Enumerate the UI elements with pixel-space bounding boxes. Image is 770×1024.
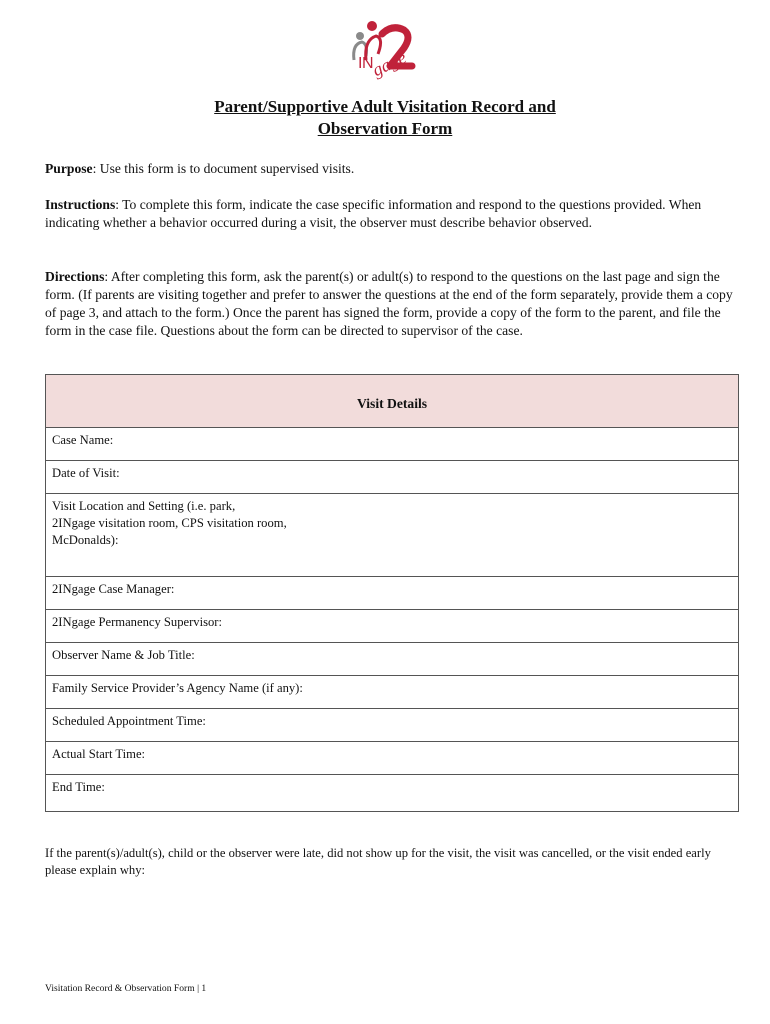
case-manager-field[interactable]: 2INgage Case Manager:	[46, 577, 738, 610]
family-service-provider-field[interactable]: Family Service Provider’s Agency Name (if any):	[46, 676, 738, 709]
instructions-paragraph	[45, 196, 735, 232]
late-explanation-question: If the parent(s)/adult(s), child or the observer were late, did not show up for the visit, the visit was cancelled, or the visit ended early please explain why:	[45, 846, 711, 877]
visit-location-field[interactable]: Visit Location and Setting (i.e. park, 2INgage visitation room, CPS visitation room, McDonalds):	[46, 494, 738, 577]
title-line-1: Parent/Supportive Adult Visitation Record and	[214, 97, 556, 116]
scheduled-time-field[interactable]: Scheduled Appointment Time:	[46, 709, 738, 742]
page-footer: Visitation Record & Observation Form | 1	[45, 983, 207, 994]
purpose-paragraph	[45, 160, 735, 178]
end-time-field[interactable]: End Time:	[52, 780, 105, 794]
start-time-field[interactable]: Actual Start Time:	[46, 742, 738, 775]
instructions-text: : To complete this form, indicate the case specific information and respond to the questions provided. When indicating whether a behavior occurred during a visit, the observer must describe behavior observed.	[45, 197, 702, 230]
logo-gage-text: gage	[369, 47, 410, 81]
form-title	[0, 96, 770, 140]
directions-label: Directions	[45, 269, 105, 284]
observer-name-field[interactable]: Observer Name & Job Title:	[46, 643, 738, 676]
visit-details-header: Visit Details	[46, 375, 738, 428]
date-of-visit-field[interactable]: Date of Visit:	[46, 461, 738, 494]
directions-text: : After completing this form, ask the parent(s) or adult(s) to respond to the questions on the last page and sign the form. (If parents are visiting together and prefer to answer the questions at the end of the form separately, provide them a copy of page 3, and attach to the form.) Once the parent has signed the form, provide a copy of the form to the parent, and file the form in the case file. Questions about the form can be directed to supervisor of the case.	[45, 269, 733, 338]
title-line-2: Observation Form	[317, 119, 453, 138]
logo-in-text: IN	[358, 55, 373, 72]
purpose-label: Purpose	[45, 161, 93, 176]
case-name-field[interactable]: Case Name:	[46, 428, 738, 461]
directions-paragraph	[45, 268, 735, 340]
visit-details-table	[45, 374, 739, 812]
purpose-text: : Use this form is to document supervised visits.	[92, 161, 355, 176]
instructions-label: Instructions	[45, 197, 116, 212]
permanency-supervisor-field[interactable]: 2INgage Permanency Supervisor:	[46, 610, 738, 643]
